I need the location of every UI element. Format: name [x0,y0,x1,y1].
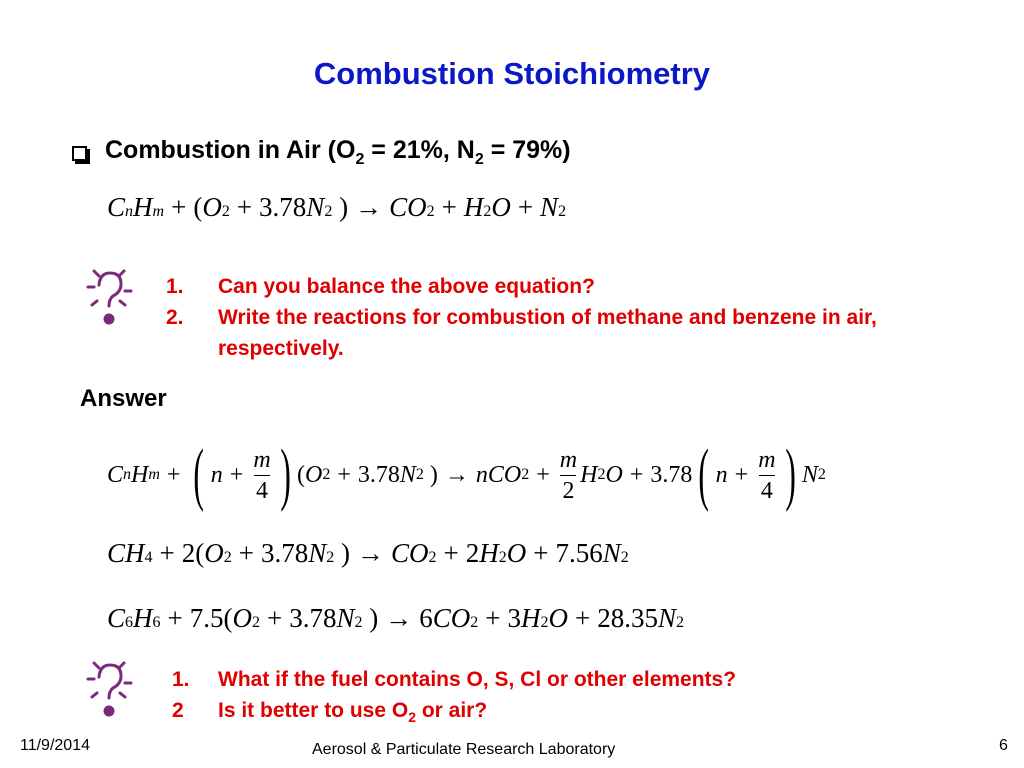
bullet-text: Combustion in Air ($O_2 = 21\%$, $N_2 = 79\%$) [105,136,571,168]
equation-balanced-general: C n H m + ( n + $\frac{m}{4}$ ) ( O 2 + 3.78 N 2 ) → nCO 2 + $\frac{m}{2}$ H 2 O + 3.78 ( n + $\frac{m}{4}$ ) N 2 [107,436,826,513]
equation-benzene: C 6 H 6 + 7.5( O 2 + 3.78 N 2 ) → 6 CO 2 + 3 H 2 O + 28.35 N 2 [107,603,684,633]
question-mark-icon [84,657,134,728]
bullet-combustion-in-air [72,136,571,169]
footer-lab: Aerosol & Particulate Research Laboratory [312,741,616,758]
footer-page-number: 6 [999,737,1008,754]
footer-date: 11/9/2014 [20,737,90,754]
answer-label: Answer [80,385,167,412]
question-item-1: 1. What if the fuel contains O, S, Cl or other elements? [172,668,737,691]
equation-methane: CH 4 + 2( O 2 + 3.78 N 2 ) → CO 2 + 2 H 2 O + 7.56 N 2 [107,538,629,568]
question-mark-icon [84,265,134,336]
question-item-2: 2 Is it better to use $O_2$ or air? [172,699,488,726]
questions-list-2 [172,664,972,733]
checkbox-bullet-icon [72,146,87,161]
questions-list-1 [166,271,966,364]
equation-general: C n H m + ( O 2 + 3.78 N 2 ) → CO 2 + H 2 O + N 2 [107,192,567,222]
slide-title: Combustion Stoichiometry [313,56,711,91]
question-item-1: 1. Can you balance the above equation? [166,275,595,298]
question-item-2: 2. Write the reactions for combustion of methane and benzene in air, respectively. [166,306,877,360]
